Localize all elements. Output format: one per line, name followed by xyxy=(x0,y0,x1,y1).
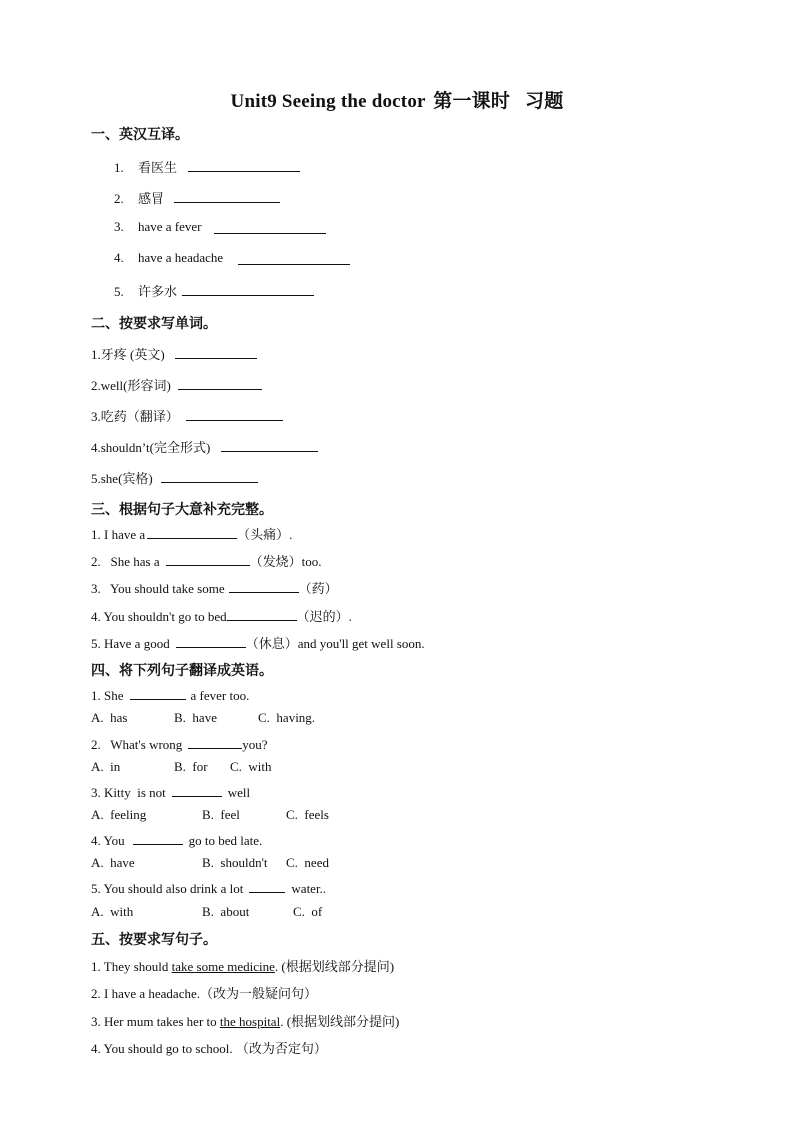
answer-blank[interactable] xyxy=(186,407,283,421)
question-start: 1. She xyxy=(91,688,124,703)
sentence-end: （药） xyxy=(298,581,338,596)
s4-question-3 xyxy=(91,783,250,801)
s2-item-2: 2.well(形容词) xyxy=(91,378,171,393)
title-english: Unit9 Seeing the doctor xyxy=(230,91,426,112)
s2-item-1: 1.牙疼 (英文) xyxy=(91,347,165,362)
item-number: 2. xyxy=(114,191,124,206)
s3-item-2 xyxy=(91,551,321,570)
question-start: 5. You should also drink a lot xyxy=(91,881,244,896)
question-end: go to bed late. xyxy=(188,833,263,848)
item-text: 看医生 xyxy=(138,160,178,175)
question-start: 4. You xyxy=(91,833,125,848)
answer-blank[interactable] xyxy=(188,735,242,749)
question-end: a fever too. xyxy=(190,688,250,703)
answer-blank[interactable] xyxy=(161,469,258,483)
section-4-heading: 四、将下列句子翻译成英语。 xyxy=(91,663,273,679)
option-b[interactable]: B. for xyxy=(174,759,208,774)
s5-item-2 xyxy=(91,983,317,1002)
option-b[interactable]: B. shouldn't xyxy=(202,855,268,870)
sentence-start: 2. She has a xyxy=(91,554,160,569)
item-text: have a fever xyxy=(138,219,202,234)
item-text: have a headache xyxy=(138,250,224,265)
sentence-start: 1. I have a xyxy=(91,527,146,542)
sentence-start: 3. You should take some xyxy=(91,581,225,596)
answer-blank[interactable] xyxy=(229,579,299,593)
s5-item-3 xyxy=(91,1011,399,1030)
option-b[interactable]: B. about xyxy=(202,904,250,919)
option-a[interactable]: A. with xyxy=(91,904,134,919)
sentence-end: . (根据划线部分提问) xyxy=(274,959,395,974)
item-number: 5. xyxy=(114,284,124,299)
sentence-end: . (根据划线部分提问) xyxy=(280,1014,400,1029)
s2-item-4: 4.shouldn’t(完全形式) xyxy=(91,440,211,455)
s1-item-4 xyxy=(114,250,223,266)
question-end: water.. xyxy=(291,881,327,896)
option-a[interactable]: A. in xyxy=(91,759,121,774)
section-1-heading: 一、英汉互译。 xyxy=(91,127,189,143)
answer-blank[interactable] xyxy=(130,686,186,700)
option-c[interactable]: C. with xyxy=(230,759,272,774)
s2-item-3: 3.吃药（翻译） xyxy=(91,409,179,424)
sentence-start: 1. They should xyxy=(91,959,172,974)
answer-blank[interactable] xyxy=(133,831,183,845)
question-end: well xyxy=(227,785,251,800)
s5-item-1 xyxy=(91,956,394,975)
answer-blank[interactable] xyxy=(172,783,222,797)
sentence-end: （发烧）too. xyxy=(249,554,322,569)
s4-question-4 xyxy=(91,831,262,849)
option-c[interactable]: C. having. xyxy=(258,710,316,725)
answer-blank[interactable] xyxy=(214,220,326,234)
sentence-start: 4. You shouldn't go to bed xyxy=(91,609,227,624)
answer-blank[interactable] xyxy=(175,345,257,359)
s1-item-1 xyxy=(114,157,177,176)
sentence-end: （迟的）. xyxy=(296,609,352,624)
question-start: 2. What's wrong xyxy=(91,737,183,752)
section-3-heading: 三、根据句子大意补充完整。 xyxy=(91,502,273,518)
sentence-text: 4. You should go to school. （改为否定句） xyxy=(91,1041,327,1056)
item-number: 3. xyxy=(114,219,124,234)
option-a[interactable]: A. feeling xyxy=(91,807,147,822)
page-title xyxy=(0,86,794,113)
sentence-end: （休息）and you'll get well soon. xyxy=(245,636,425,651)
sentence-text: 2. I have a headache.（改为一般疑问句） xyxy=(91,986,317,1001)
s4-question-2 xyxy=(91,735,268,753)
section-5-heading: 五、按要求写句子。 xyxy=(91,932,217,948)
s3-item-5 xyxy=(91,633,425,652)
s1-item-5 xyxy=(114,281,177,300)
option-c[interactable]: C. feels xyxy=(286,807,329,822)
s4-question-1 xyxy=(91,686,249,704)
item-number: 1. xyxy=(114,160,124,175)
title-suffix: 习题 xyxy=(525,91,564,112)
underlined-phrase: take some medicine xyxy=(171,959,275,974)
s5-item-4 xyxy=(91,1038,327,1057)
option-b[interactable]: B. feel xyxy=(202,807,240,822)
answer-blank[interactable] xyxy=(174,189,280,203)
answer-blank[interactable] xyxy=(188,158,300,172)
option-c[interactable]: C. of xyxy=(293,904,323,919)
option-c[interactable]: C. need xyxy=(286,855,329,870)
answer-blank[interactable] xyxy=(147,525,237,539)
s3-item-3 xyxy=(91,578,338,597)
s3-item-1 xyxy=(91,524,292,543)
question-start: 3. Kitty is not xyxy=(91,785,166,800)
answer-blank[interactable] xyxy=(182,282,314,296)
option-a[interactable]: A. has xyxy=(91,710,128,725)
item-text: 许多水 xyxy=(138,284,178,299)
sentence-start: 3. Her mum takes her to xyxy=(91,1014,220,1029)
answer-blank[interactable] xyxy=(221,438,318,452)
answer-blank[interactable] xyxy=(178,376,262,390)
sentence-start: 5. Have a good xyxy=(91,636,170,651)
underlined-phrase: the hospital xyxy=(219,1014,281,1029)
answer-blank[interactable] xyxy=(249,879,285,893)
section-2-heading: 二、按要求写单词。 xyxy=(91,316,217,332)
s4-question-5 xyxy=(91,879,326,897)
answer-blank[interactable] xyxy=(227,607,297,621)
s1-item-2 xyxy=(114,188,164,207)
question-end: you? xyxy=(242,737,268,752)
item-text: 感冒 xyxy=(138,191,165,206)
sentence-end: （头痛）. xyxy=(237,527,293,542)
answer-blank[interactable] xyxy=(166,552,250,566)
title-lesson: 第一课时 xyxy=(433,91,511,112)
s2-item-5: 5.she(宾格) xyxy=(91,471,153,486)
option-a[interactable]: A. have xyxy=(91,855,135,870)
item-number: 4. xyxy=(114,250,124,265)
option-b[interactable]: B. have xyxy=(174,710,217,725)
answer-blank[interactable] xyxy=(238,251,350,265)
s3-item-4 xyxy=(91,606,352,625)
s1-item-3 xyxy=(114,219,202,235)
answer-blank[interactable] xyxy=(176,634,246,648)
